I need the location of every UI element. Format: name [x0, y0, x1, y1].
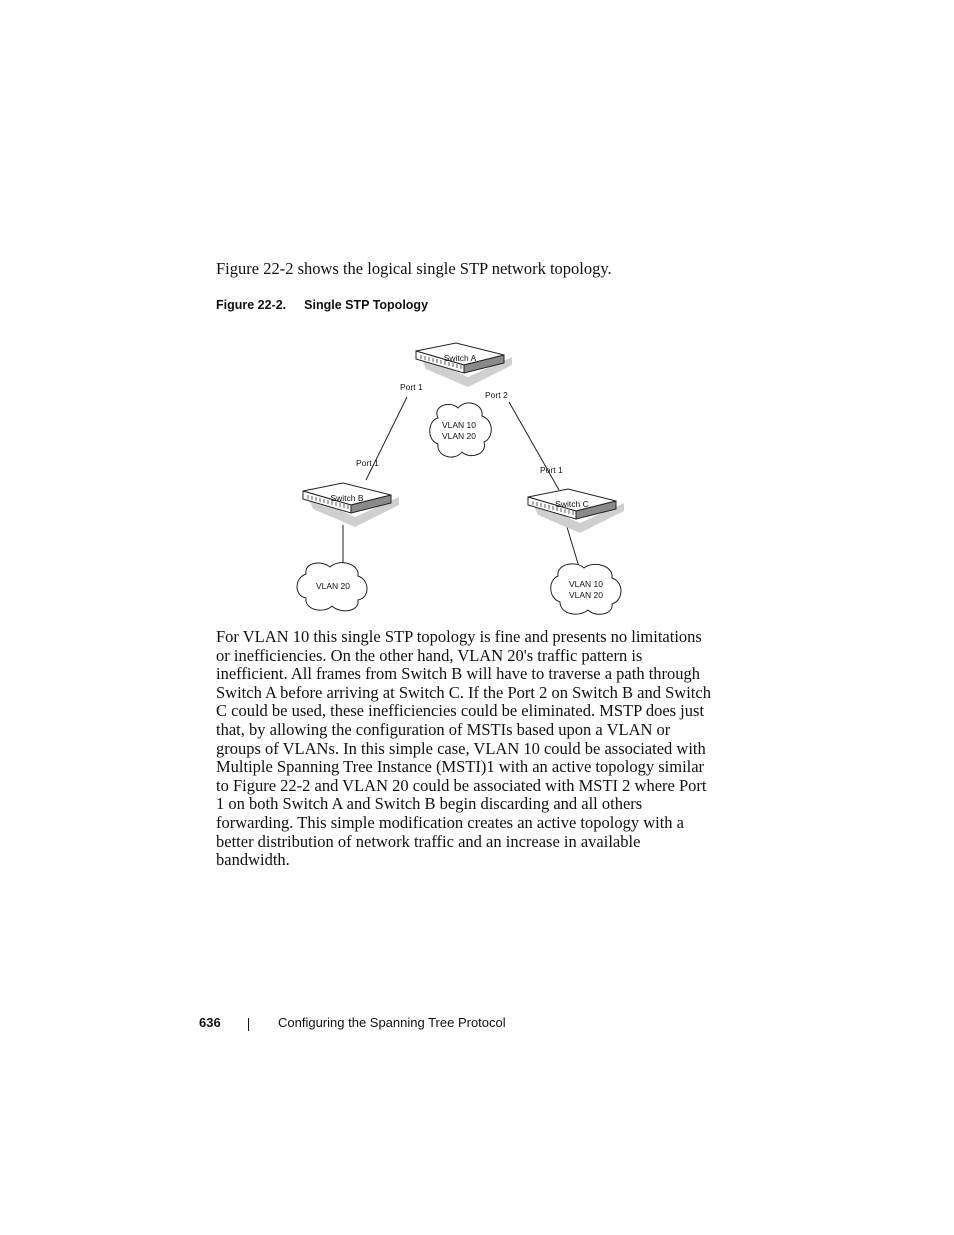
link-a-to-c: [509, 402, 559, 490]
switch-a-port1-label: Port 1: [400, 382, 423, 392]
body-paragraph: For VLAN 10 this single STP topology is fine and presents no limitations or inefficiencies. On the other hand, VLAN 20's traffic pattern is inefficient. All frames from Switch B will have to traverse a path through Switch A before arriving at Switch C. If the Port 2 on Switch B and Switch C could be used, these inefficiencies could be eliminated. MSTP does just that, by allowing the configuration of MSTIs based upon a VLAN or groups of VLANs. In this simple case, VLAN 10 could be associated with Multiple Spanning Tree Instance (MSTI)1 with an active topology similar to Figure 22-2 and VLAN 20 could be associated with MSTI 2 where Port 1 on both Switch A and Switch B begin discarding and all others forwarding. This simple modification creates an active topology with a better distribution of network traffic and an increase in available bandwidth.: [216, 627, 711, 870]
switch-b: [303, 483, 399, 527]
switch-a-label: Switch A: [443, 353, 477, 363]
vlan-cloud-c-line1: VLAN 10: [568, 579, 604, 589]
figure-number: Figure 22-2.: [216, 298, 287, 312]
footer-separator: [248, 1018, 249, 1031]
switch-a: [416, 343, 512, 387]
switch-b-port1-label: Port 1: [356, 458, 379, 468]
switch-a-port2-label: Port 2: [485, 390, 508, 400]
switch-c-port1-label: Port 1: [540, 465, 563, 475]
chapter-title: Configuring the Spanning Tree Protocol: [278, 1015, 506, 1030]
intro-paragraph: Figure 22-2 shows the logical single STP network topology.: [216, 259, 612, 278]
vlan-cloud-c-line2: VLAN 20: [568, 590, 604, 600]
vlan-cloud-b-line1: VLAN 20: [315, 581, 351, 591]
link-c-to-cloud: [567, 527, 579, 567]
figure-title: Single STP Topology: [304, 298, 429, 312]
vlan-cloud-b: [297, 563, 367, 611]
vlan-cloud-a-line2: VLAN 20: [441, 431, 477, 441]
switch-c-label: Switch C: [555, 499, 589, 509]
switch-b-label: Switch B: [330, 493, 364, 503]
page-footer: [0, 1015, 954, 1035]
vlan-cloud-a: [430, 403, 492, 457]
vlan-cloud-c: [551, 564, 621, 614]
vlan-cloud-a-line1: VLAN 10: [441, 420, 477, 430]
switch-c: [528, 489, 624, 533]
page-number: 636: [199, 1015, 221, 1030]
